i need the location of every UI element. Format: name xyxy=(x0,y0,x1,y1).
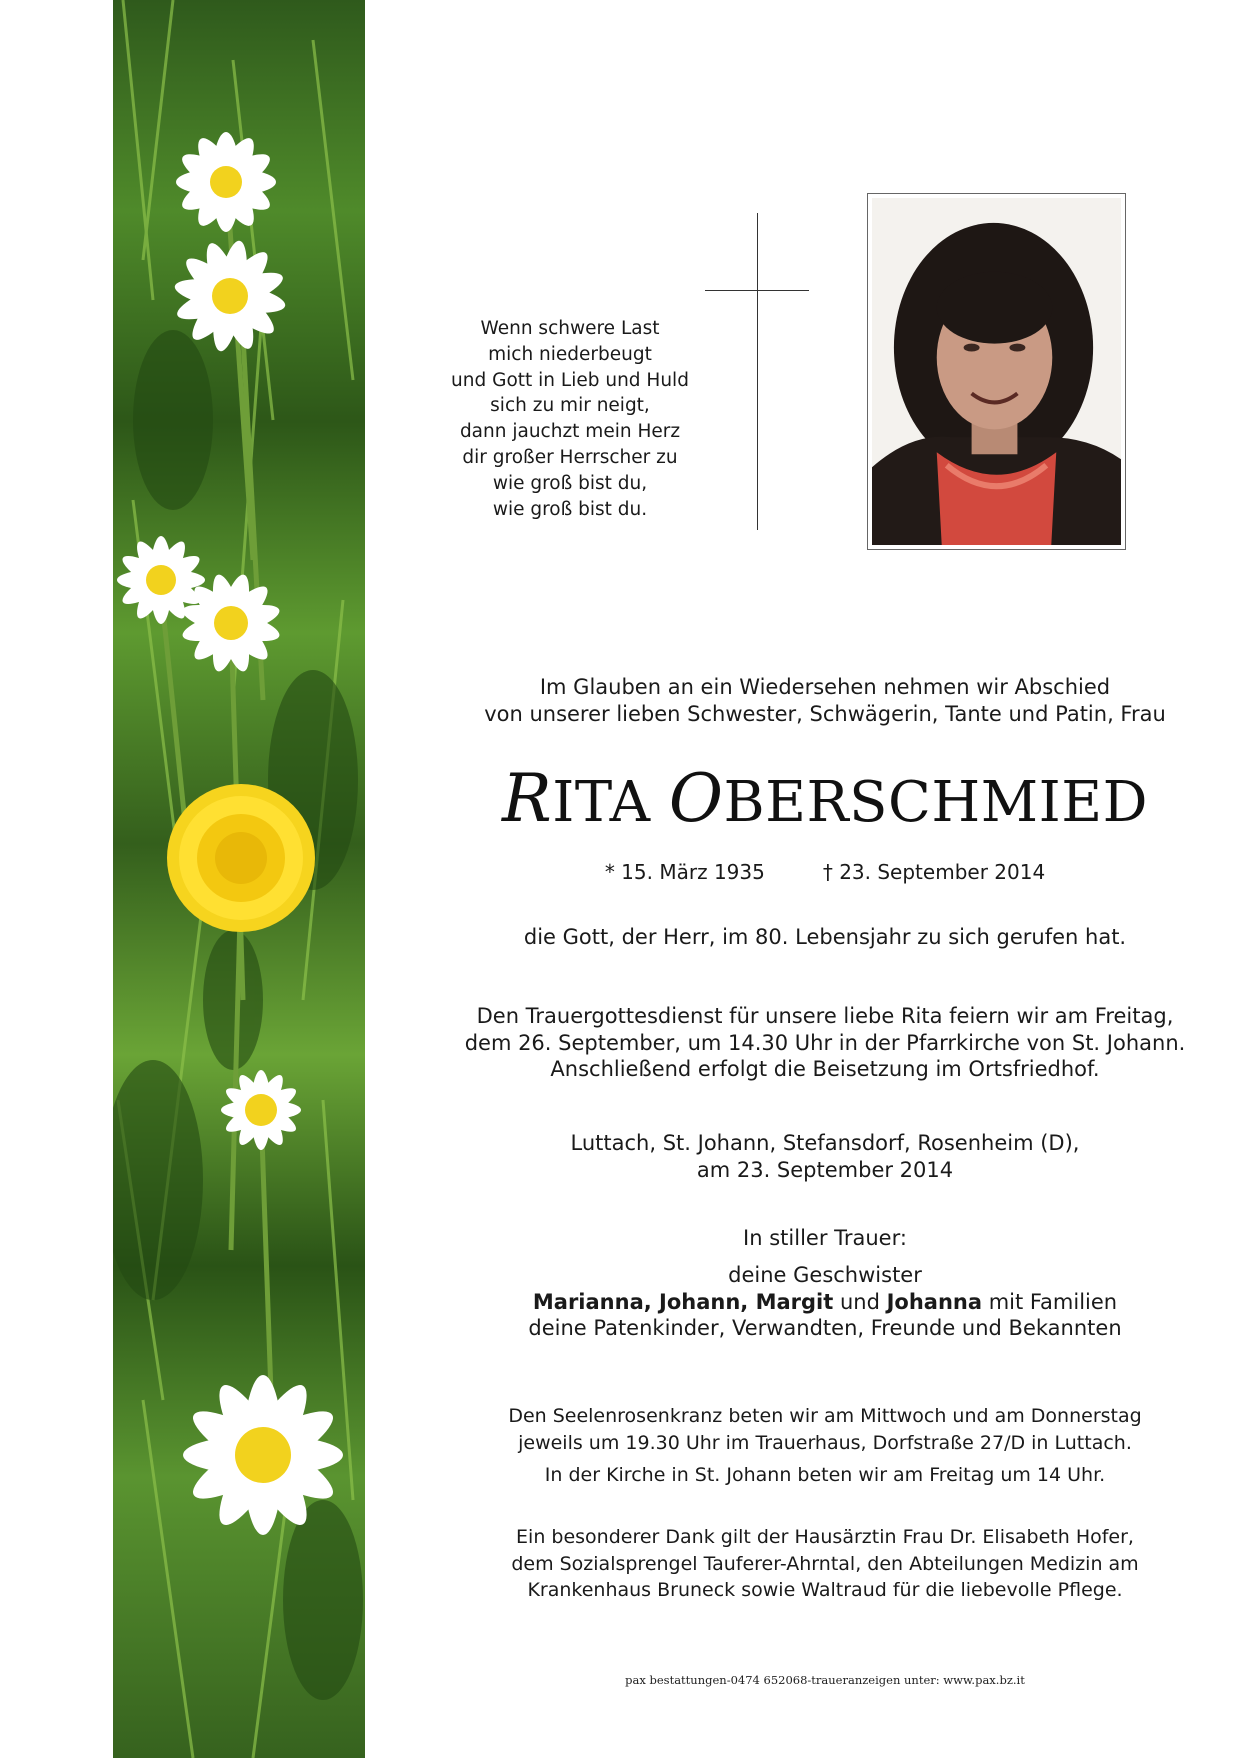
footer-credit: pax bestattungen-0474 652068-traueranzeigen unter: www.pax.bz.it xyxy=(625,1673,1025,1687)
thanks-line-3: Krankenhaus Bruneck sowie Waltraud für die liebevolle Pflege. xyxy=(527,1579,1123,1601)
poem-line: Wenn schwere Last xyxy=(480,318,660,339)
place-date-text xyxy=(400,1130,1250,1183)
intro-line-1: Im Glauben an ein Wiedersehen nehmen wir Abschied xyxy=(539,675,1111,699)
service-line-1: Den Trauergottesdienst für unsere liebe Rita feiern wir am Freitag, xyxy=(476,1004,1174,1028)
cross-horizontal-bar xyxy=(705,290,809,291)
families-text: mit Familien xyxy=(982,1289,1118,1314)
service-line-2: dem 26. September, um 14.30 Uhr in der Pfarrkirche von St. Johann. xyxy=(464,1030,1186,1055)
portrait-illustration xyxy=(872,198,1121,545)
poem-line: sich zu mir neigt, xyxy=(490,395,650,417)
siblings-names-line xyxy=(400,1289,1250,1316)
intro-text xyxy=(400,674,1250,727)
service-text xyxy=(400,1003,1250,1083)
poem-line: dir großer Herrscher zu xyxy=(462,446,678,468)
flower-strip-illustration xyxy=(113,0,365,1758)
poem-line: dann jauchzt mein Herz xyxy=(459,421,681,443)
life-dates xyxy=(400,860,1250,884)
intro-line-2: von unserer lieben Schwester, Schwägerin, Tante und Patin, Frau xyxy=(484,701,1166,726)
sibling-name-bold: Johanna xyxy=(886,1289,983,1314)
dandelion xyxy=(167,784,315,932)
poem-line: wie groß bist du, xyxy=(492,472,648,494)
name-first-rest: ITA xyxy=(552,770,669,835)
birth-date: * 15. März 1935 xyxy=(604,860,765,884)
rosary-text xyxy=(400,1403,1250,1456)
name-first-initial: R xyxy=(502,760,553,837)
other-mourners: deine Patenkinder, Verwandten, Freunde und Bekannten xyxy=(528,1316,1122,1340)
rosary-line-2: jeweils um 19.30 Uhr im Trauerhaus, Dorfstraße 27/D in Luttach. xyxy=(518,1431,1132,1454)
name-last-initial: O xyxy=(668,760,724,837)
mourners-heading: In stiller Trauer: xyxy=(743,1226,907,1250)
called-home-text: die Gott, der Herr, im 80. Lebensjahr zu sich gerufen hat. xyxy=(523,925,1127,949)
names-joiner: und xyxy=(833,1289,887,1314)
deceased-name xyxy=(400,760,1250,837)
service-line-3: Anschließend erfolgt die Beisetzung im Ortsfriedhof. xyxy=(550,1057,1100,1081)
name-last-rest: BERSCHMIED xyxy=(723,770,1148,835)
place-line-1: Luttach, St. Johann, Stefansdorf, Rosenheim (D), xyxy=(570,1131,1080,1155)
thanks-line-1: Ein besonderer Dank gilt der Hausärztin Frau Dr. Elisabeth Hofer, xyxy=(516,1526,1134,1548)
place-line-2: am 23. September 2014 xyxy=(696,1157,954,1182)
thanks-text xyxy=(400,1524,1250,1604)
thanks-line-2: dem Sozialsprengel Tauferer-Ahrntal, den Abteilungen Medizin am xyxy=(511,1552,1139,1575)
siblings-label: deine Geschwister xyxy=(728,1263,922,1287)
poem-line: mich niederbeugt xyxy=(488,343,652,365)
rosary-line-1: Den Seelenrosenkranz beten wir am Mittwoch und am Donnerstag xyxy=(508,1405,1142,1427)
poem-line: und Gott in Lieb und Huld xyxy=(451,369,689,391)
mourners-list xyxy=(400,1262,1250,1342)
sibling-names-bold: Marianna, Johann, Margit xyxy=(532,1289,834,1314)
church-prayer-text: In der Kirche in St. Johann beten wir am Freitag um 14 Uhr. xyxy=(544,1464,1106,1486)
portrait-photo xyxy=(867,193,1126,550)
cross-vertical-bar xyxy=(757,213,758,530)
death-date: † 23. September 2014 xyxy=(822,860,1046,884)
daisy-1 xyxy=(176,132,277,233)
poem-line: wie groß bist du. xyxy=(492,498,648,520)
daisy-2 xyxy=(172,238,287,353)
flower-strip-image xyxy=(113,0,365,1758)
poem xyxy=(420,316,720,522)
